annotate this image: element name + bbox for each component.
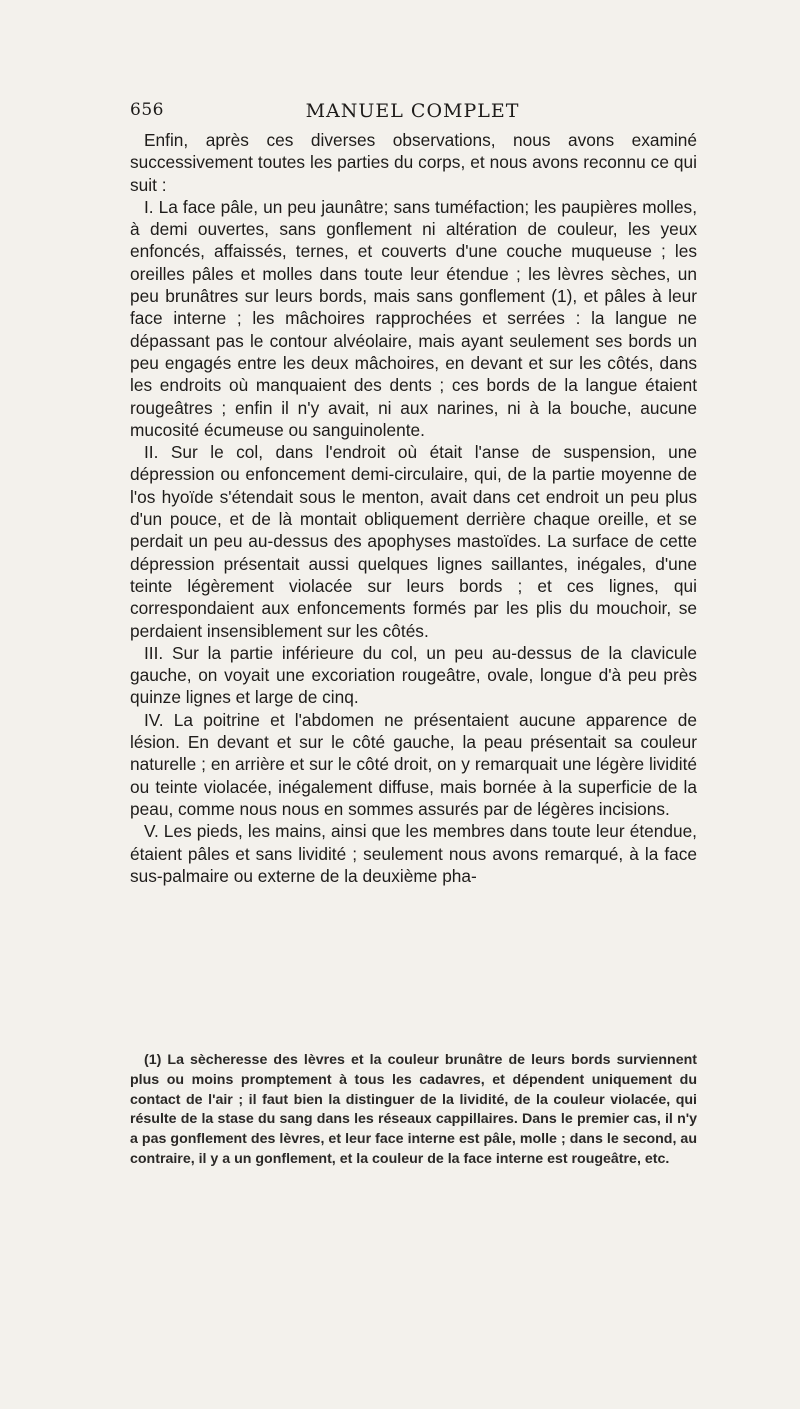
paragraph-section-5: V. Les pieds, les mains, ainsi que les membres dans toute leur étendue, étaient pâles et sans lividité ; seulement nous avons remarqué, à la face sus-palmaire ou externe de la deuxième pha- (130, 821, 697, 886)
page-number: 656 (130, 100, 164, 120)
paragraph-section-3: III. Sur la partie inférieure du col, un peu au-dessus de la clavicule gauche, on voyait une excoriation rougeâtre, ovale, longue d'à peu près quinze lignes et large de cinq. (130, 642, 697, 708)
page-header (130, 100, 695, 124)
paragraph-section-1: I. La face pâle, un peu jaunâtre; sans tuméfaction; les paupières molles, à demi ouvertes, sans gonflement ni altération de couleur, les yeux enfoncés, affaissés, ternes, et couverts d'une couche muqueuse ; les oreilles pâles et molles dans toute leur étendue ; les lèvres sèches, un peu brunâtres sur leurs bords, mais sans gonflement (1), et pâles à leur face interne ; les mâchoires rapprochées et serrées : la langue ne dépassant pas le contour alvéolaire, mais ayant seulement ses bords un peu engagés entre les deux mâchoires, en devant et sur les côtés, dans les endroits où manquaient des dents ; ces bords de la langue étaient rougeâtres ; enfin il n'y avait, ni aux narines, ni à la bouche, aucune mucosité écumeuse ou sanguinolente. (130, 196, 697, 440)
paragraph-intro: Enfin, après ces diverses observations, nous avons examiné successivement toutes les parties du corps, et nous avons reconnu ce qui suit : (130, 130, 697, 195)
main-text (130, 129, 697, 887)
footnote (130, 1051, 697, 1170)
paragraph-section-2: II. Sur le col, dans l'endroit où était l'anse de suspension, une dépression ou enfoncement demi-circulaire, qui, de la partie moyenne de l'os hyoïde s'étendait sous le menton, avait dans cet endroit un peu plus d'un pouce, et de là montait obliquement derrière chaque oreille, et se perdait un peu au-dessus des apophyses mastoïdes. La surface de cette dépression présentait aussi quelques lignes saillantes, inégales, d'une teinte légèrement violacée sur leurs bords ; et ces lignes, qui correspondaient aux enfoncements formés par les plis du mouchoir, se perdaient insensiblement sur les côtés. (130, 442, 697, 641)
paragraph-section-4: IV. La poitrine et l'abdomen ne présentaient aucune apparence de lésion. En devant et sur le côté gauche, la peau présentait sa couleur naturelle ; en arrière et sur le côté droit, on y remarquait une légère lividité ou teinte violacée, inégalement diffuse, mais bornée à la superficie de la peau, comme nous nous en sommes assurés par de légères incisions. (130, 709, 697, 819)
footnote-text: (1) La sècheresse des lèvres et la couleur brunâtre de leurs bords surviennent plus ou moins promptement à tous les cadavres, et dépendent uniquement du contact de l'air ; il faut bien la distinguer de la lividité, de la couleur violacée, qui résulte de la stase du sang dans les réseaux cappillaires. Dans le premier cas, il n'y a pas gonflement des lèvres, et leur face interne est pâle, molle ; dans le second, au contraire, il y a un gonflement, et la couleur de la face interne est rougeâtre, etc. (130, 1052, 697, 1167)
running-title: MANUEL COMPLET (305, 100, 520, 122)
